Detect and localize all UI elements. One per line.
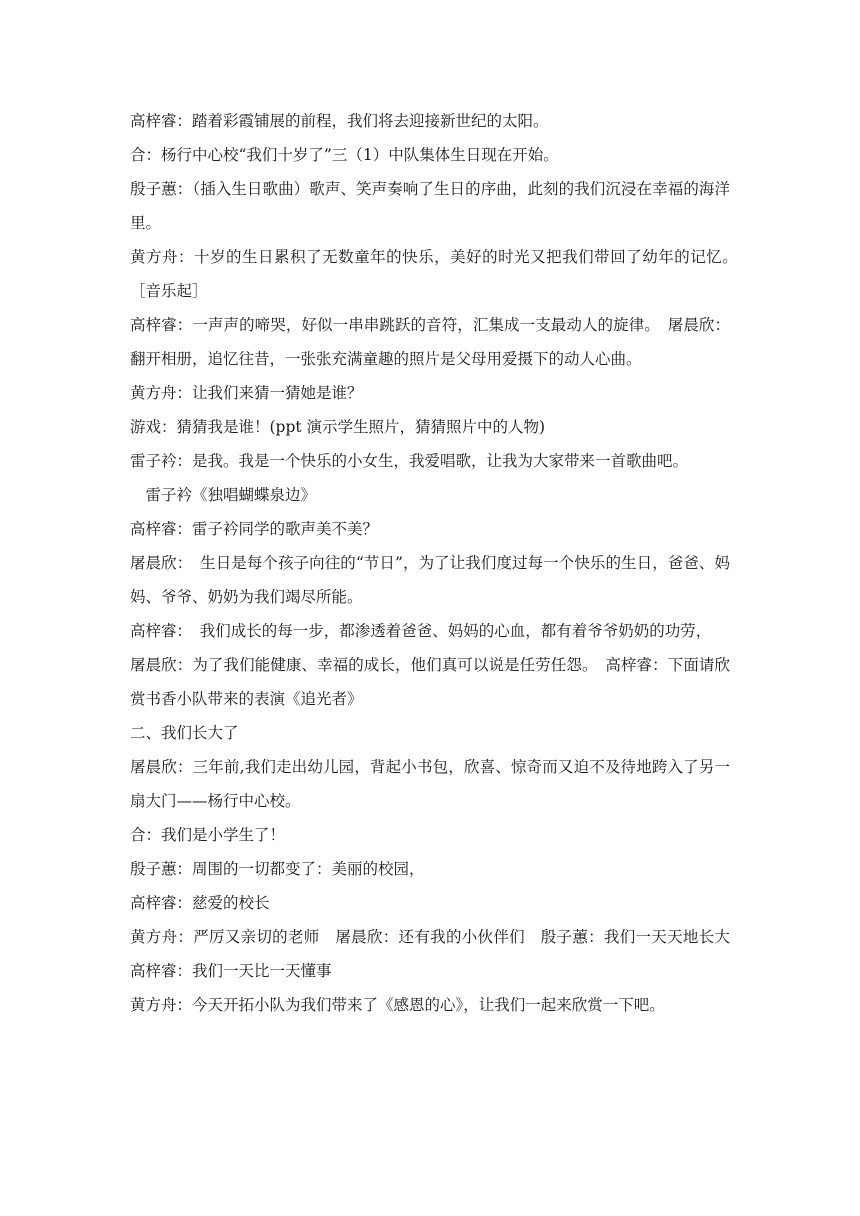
paragraph: 黄方舟：今天开拓小队为我们带来了《感恩的心》，让我们一起来欣赏一下吧。 (130, 996, 665, 1014)
paragraph: 高梓睿：一声声的啼哭，好似一串串跳跃的音符，汇集成一支最动人的旋律。 屠晨欣：翻开相册，追忆往昔，一张张充满童趣的照片是父母用爱摄下的动人心曲。 (130, 316, 730, 368)
paragraph: 屠晨欣： 生日是每个孩子向往的“节日”，为了让我们度过每一个快乐的生日，爸爸、妈妈、爷爷、奶奶为我们竭尽所能。 (130, 554, 730, 606)
paragraph: 高梓睿：雷子衿同学的歌声美不美？ (130, 520, 379, 538)
section-heading: 二、我们长大了 (130, 724, 239, 742)
paragraph: 高梓睿：慈爱的校长 (130, 894, 270, 912)
paragraph: 高梓睿：踏着彩霞铺展的前程，我们将去迎接新世纪的太阳。 (130, 112, 549, 130)
paragraph: 游戏：猜猜我是谁！(ppt 演示学生照片，猜猜照片中的人物) (130, 418, 546, 436)
paragraph: 殷子蕙：（插入生日歌曲）歌声、笑声奏响了生日的序曲，此刻的我们沉浸在幸福的海洋里。 (130, 180, 730, 232)
paragraph: 屠晨欣：为了我们能健康、幸福的成长，他们真可以说是任劳任怨。 高梓睿：下面请欣赏书香小队带来的表演《追光者》 (130, 656, 730, 708)
paragraph: 屠晨欣：三年前,我们走出幼儿园，背起小书包，欣喜、惊奇而又迫不及待地跨入了另一扇大门——杨行中心校。 (130, 758, 730, 810)
paragraph: 高梓睿： 我们成长的每一步，都渗透着爸爸、妈妈的心血，都有着爷爷奶奶的功劳， (130, 622, 712, 640)
paragraph: 殷子蕙：周围的一切都变了：美丽的校园， (130, 860, 425, 878)
paragraph: 黄方舟：十岁的生日累积了无数童年的快乐，美好的时光又把我们带回了幼年的记忆。 ［音乐起］ (130, 248, 746, 300)
paragraph: 黄方舟：严厉又亲切的老师 屠晨欣：还有我的小伙伴们 殷子蕙：我们一天天地长大 高梓睿：我们一天比一天懂事 (130, 928, 746, 980)
paragraph: 雷子衿：是我。我是一个快乐的小女生，我爱唱歌，让我为大家带来一首歌曲吧。 (130, 452, 689, 470)
paragraph: 黄方舟：让我们来猜一猜她是谁？ (130, 384, 363, 402)
paragraph: 合：杨行中心校“我们十岁了”三（1）中队集体生日现在开始。 (130, 146, 559, 164)
paragraph: 合：我们是小学生了！ (130, 826, 286, 844)
document-body (130, 104, 746, 1022)
paragraph: 雷子衿《独唱蝴蝶泉边》 (130, 486, 317, 504)
